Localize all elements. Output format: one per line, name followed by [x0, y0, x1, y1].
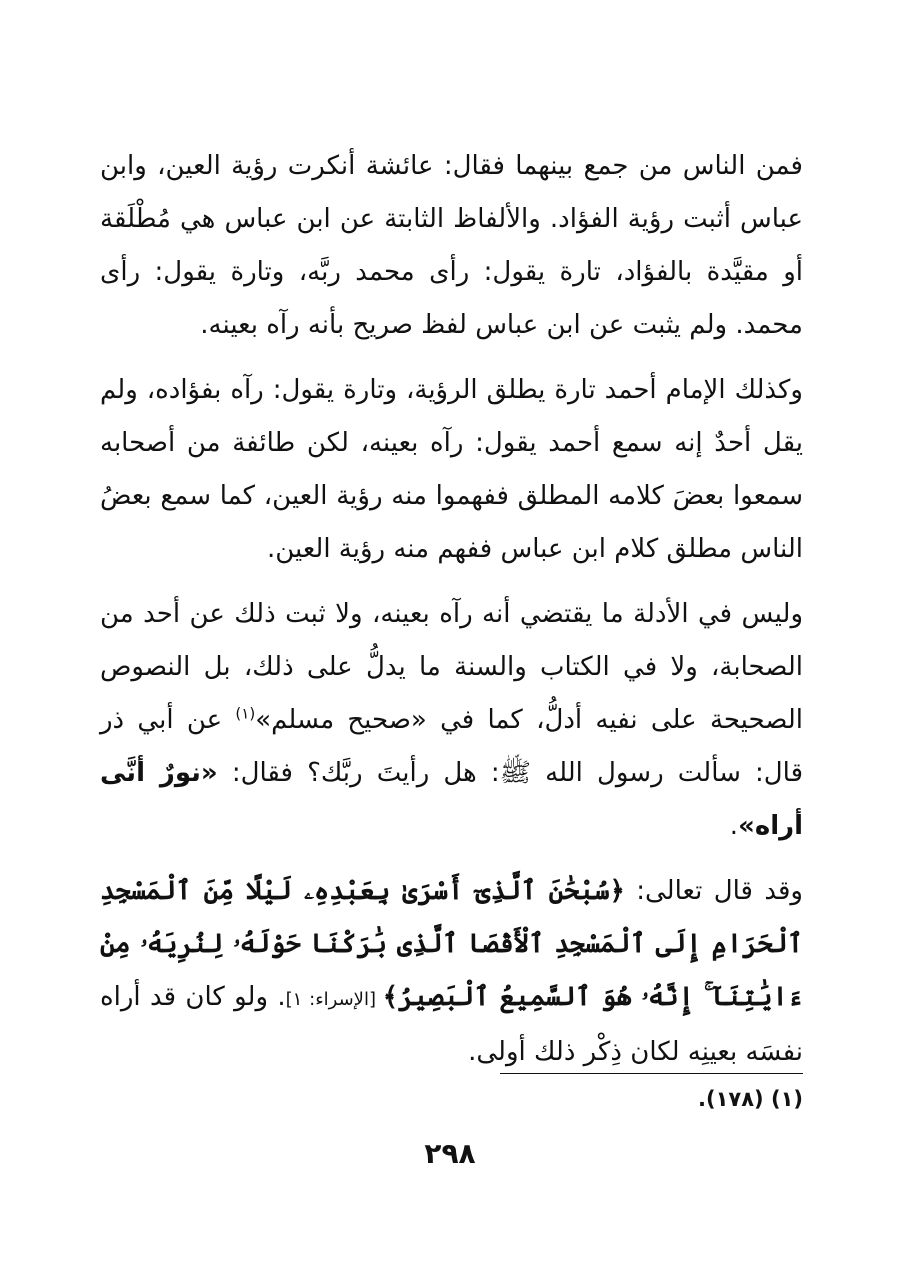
hadith-quote: «نورٌ أنَّى أراه» — [100, 758, 803, 841]
footnote: (١) (١٧٨). — [698, 1087, 803, 1111]
footnote-marker: (١) — [235, 704, 256, 723]
paragraph-4-intro: وقد قال تعالى: — [624, 876, 803, 906]
quran-verse: ﴿سُبْحَٰنَ ٱلَّذِىٓ أَسْرَىٰ بِعَبْدِهِۦ لَيْلًا مِّنَ ٱلْمَسْجِدِ ٱلْحَرَامِ إِلَى ٱلْمَسْجِدِ ٱلْأَقْصَا ٱلَّذِى بَٰرَكْنَا حَوْلَهُۥ لِنُرِيَهُۥ مِنْ ءَايَٰتِنَآ ۚ إِنَّهُۥ هُوَ ٱلسَّمِيعُ ٱلْبَصِيرُ﴾ — [100, 876, 803, 1012]
footnote-divider — [500, 1073, 803, 1074]
paragraph-3-end: . — [729, 811, 739, 841]
page-body — [100, 140, 803, 1079]
paragraph-3-text-continued: عن أبي ذر قال: سألت رسول الله ﷺ: هل رأيتَ ربَّك؟ فقال: — [100, 705, 804, 788]
paragraph-1: فمن الناس من جمع بينهما فقال: عائشة أنكرت رؤية العين، وابن عباس أثبت رؤية الفؤاد. والألفاظ الثابتة عن ابن عباس هي مُطْلَقة أو مقيَّدة بالفؤاد، تارة يقول: رأى محمد ربَّه، وتارة يقول: رأى محمد. ولم يثبت عن ابن عباس لفظ صريح بأنه رآه بعينه. — [100, 151, 803, 340]
paragraph-3 — [100, 588, 803, 853]
verse-reference: [الإسراء: ١] — [285, 989, 383, 1010]
paragraph-4 — [100, 865, 803, 1079]
paragraph-4-text: . ولو كان قد أراه نفسَه بعينِه لكان ذِكْر ذلك أولى. — [100, 982, 803, 1067]
page-number: ٢٩٨ — [424, 1137, 476, 1170]
paragraph-2: وكذلك الإمام أحمد تارة يطلق الرؤية، وتارة يقول: رآه بفؤاده، ولم يقل أحدٌ إنه سمع أحمد يقول: رآه بعينه، لكن طائفة من أصحابه سمعوا بعضَ كلامه المطلق ففهموا منه رؤية العين، كما سمع بعضُ الناس مطلق كلام ابن عباس ففهم منه رؤية العين. — [100, 375, 803, 564]
paragraph-3-text: وليس في الأدلة ما يقتضي أنه رآه بعينه، ولا ثبت ذلك عن أحد من الصحابة، ولا في الكتاب والسنة ما يدلُّ على ذلك، بل النصوص الصحيحة على نفيه أدلُّ، كما في «صحيح مسلم» — [100, 599, 803, 735]
